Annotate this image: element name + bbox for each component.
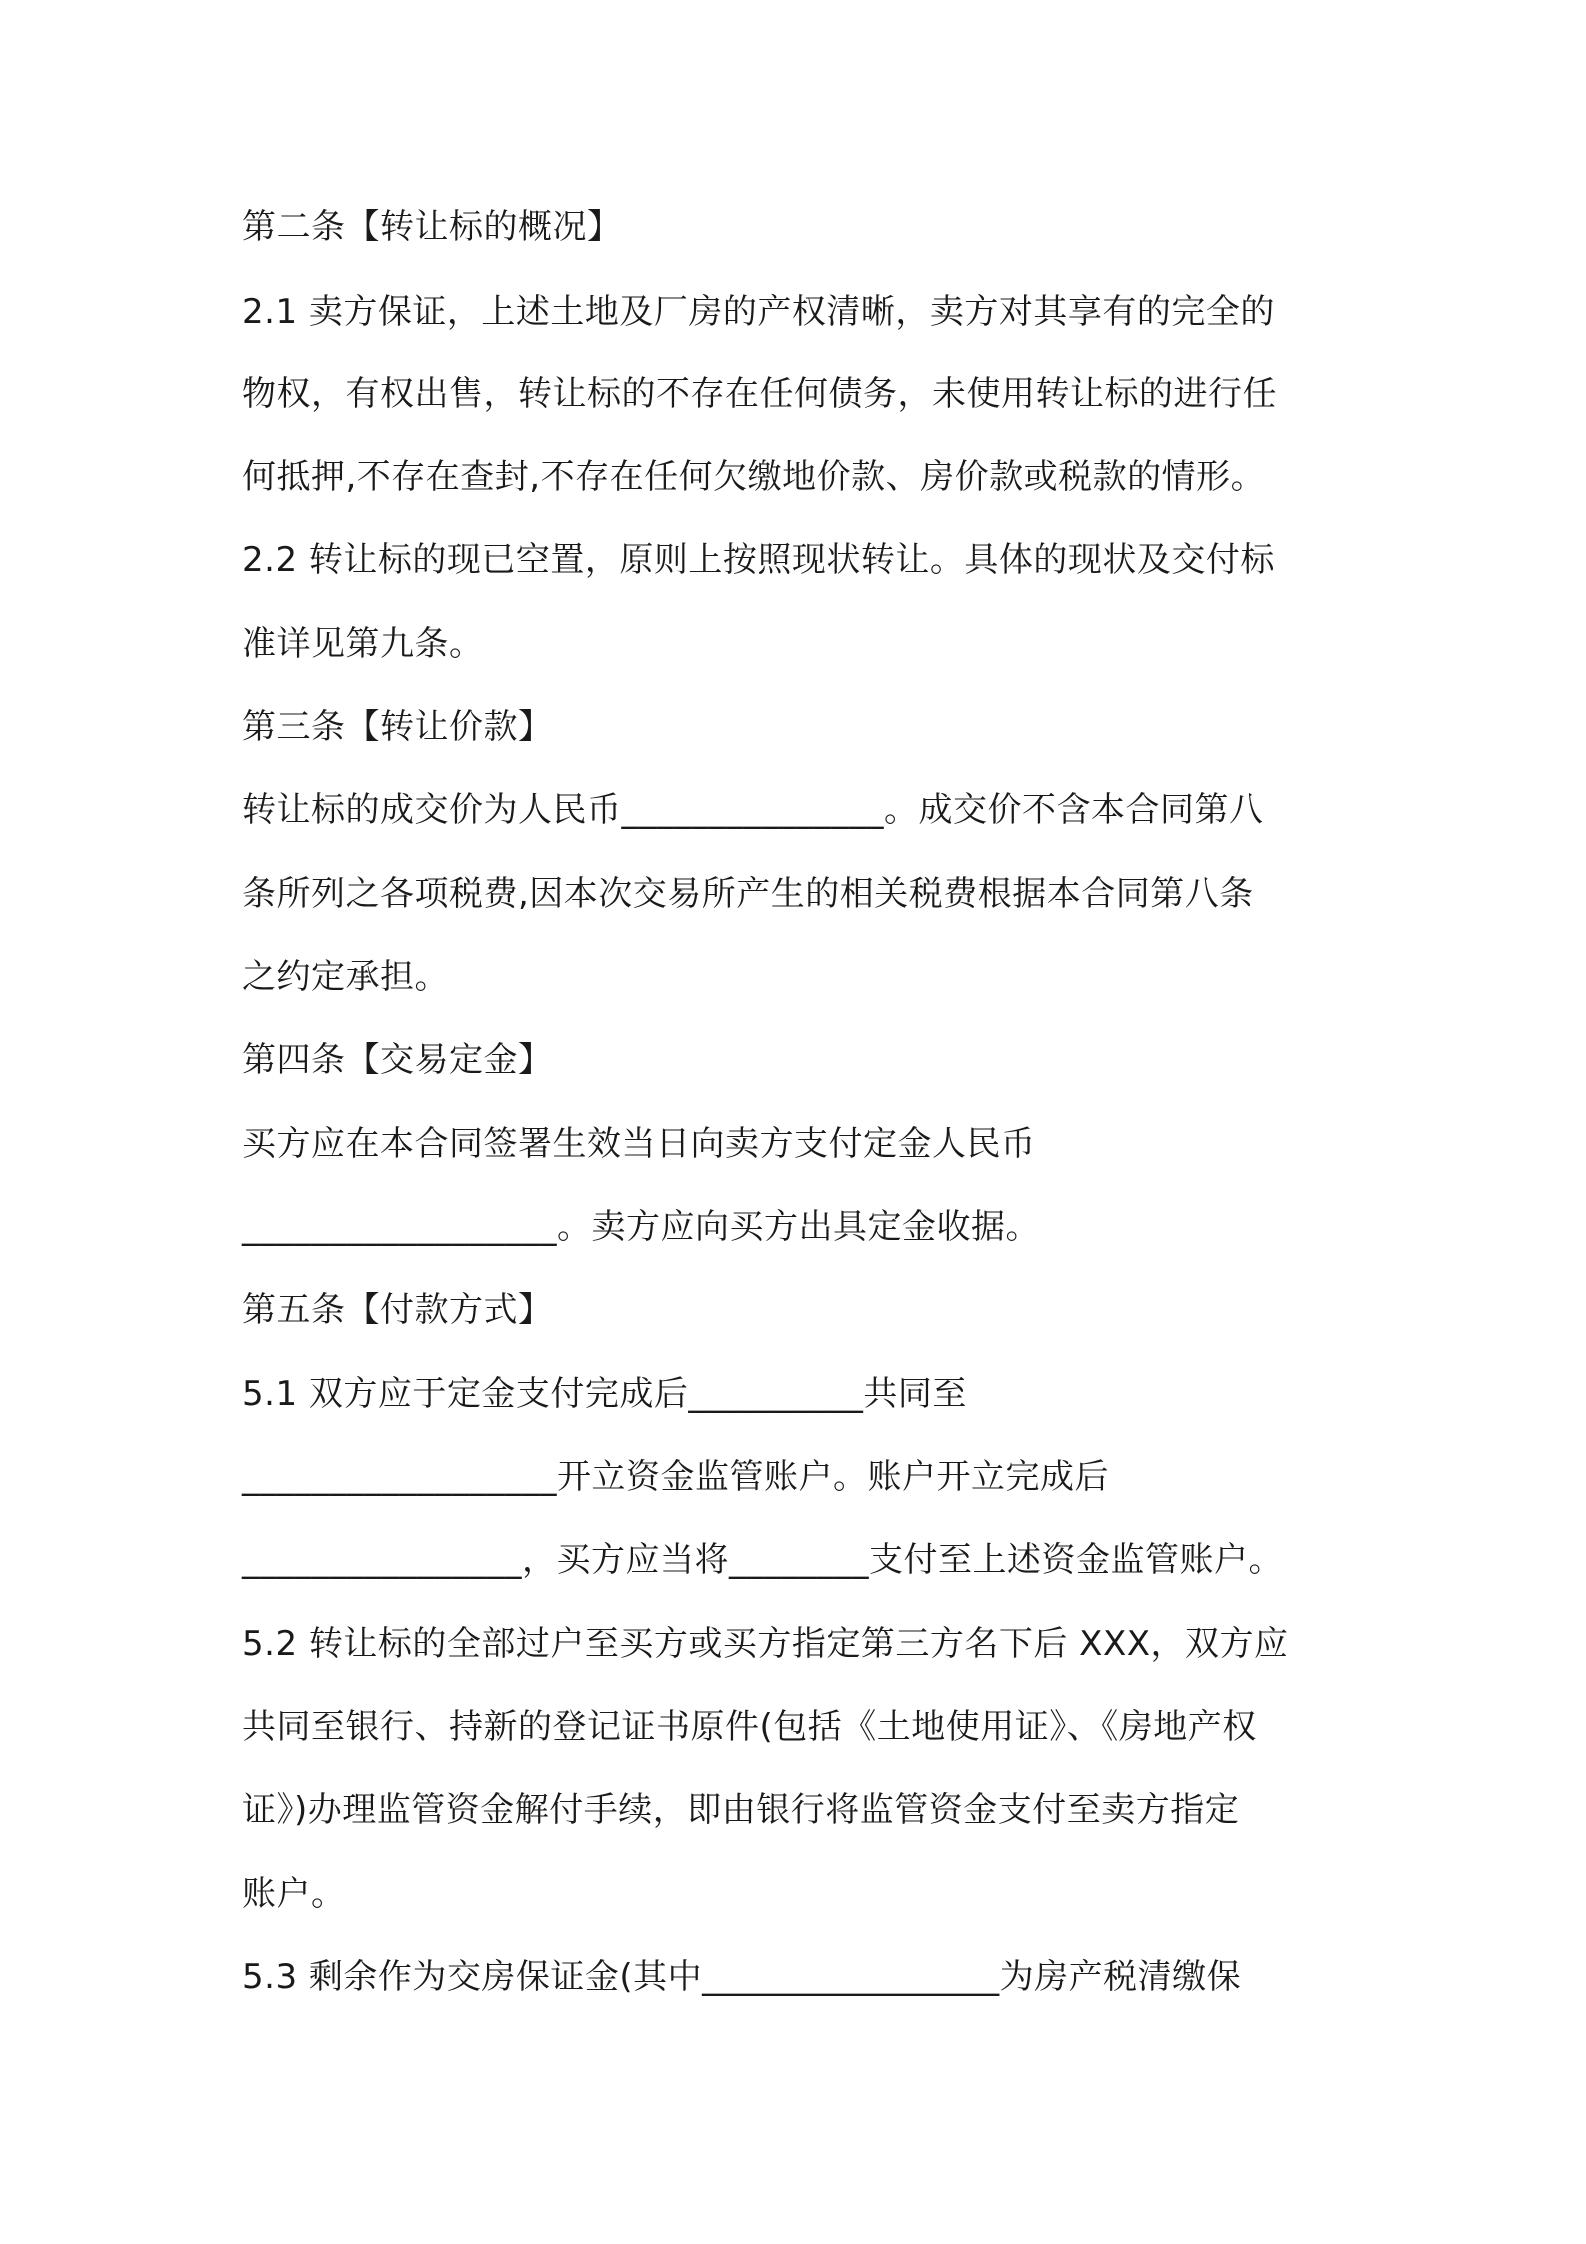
- paragraph-line: 证》)办理监管资金解付手续，即由银行将监管资金支付至卖方指定: [242, 1790, 1240, 1830]
- paragraph-line: 共同至银行、持新的登记证书原件(包括《土地使用证》、《房地产权: [242, 1707, 1257, 1747]
- paragraph-line: 准详见第九条。: [242, 624, 484, 664]
- paragraph-line: 物权，有权出售，转让标的不存在任何债务，未使用转让标的进行任: [242, 374, 1277, 414]
- paragraph-line: 2.1 卖方保证，上述土地及厂房的产权清晰，卖方对其享有的完全的: [242, 292, 1275, 332]
- paragraph-line: 5.3 剩余作为交房保证金(其中_________________为房产税清缴保: [242, 1957, 1242, 1997]
- heading-article-5: 第五条【付款方式】: [242, 1290, 553, 1330]
- paragraph-line: 之约定承担。: [242, 957, 449, 997]
- paragraph-line: 转让标的成交价为人民币_______________。成交价不含本合同第八: [242, 790, 1264, 830]
- paragraph-line: 条所列之各项税费,因本次交易所产生的相关税费根据本合同第八条: [242, 874, 1254, 914]
- heading-article-2: 第二条【转让标的概况】: [242, 207, 622, 247]
- paragraph-line: 买方应在本合同签署生效当日向卖方支付定金人民币: [242, 1124, 1036, 1164]
- paragraph-line: 何抵押,不存在查封,不存在任何欠缴地价款、房价款或税款的情形。: [242, 457, 1266, 497]
- paragraph-line: __________________。卖方应向买方出具定金收据。: [242, 1207, 1040, 1247]
- paragraph-line: 5.2 转让标的全部过户至买方或买方指定第三方名下后 XXX，双方应: [242, 1624, 1289, 1664]
- paragraph-line: __________________开立资金监管账户。账户开立完成后: [242, 1457, 1109, 1497]
- paragraph-line: 账户。: [242, 1874, 346, 1914]
- paragraph-line: 2.2 转让标的现已空置，原则上按照现状转让。具体的现状及交付标: [242, 540, 1275, 580]
- paragraph-line: 5.1 双方应于定金支付完成后__________共同至: [242, 1374, 967, 1414]
- heading-article-3: 第三条【转让价款】: [242, 707, 553, 747]
- paragraph-line: ________________，买方应当将________支付至上述资金监管账户。: [242, 1540, 1283, 1580]
- heading-article-4: 第四条【交易定金】: [242, 1040, 553, 1080]
